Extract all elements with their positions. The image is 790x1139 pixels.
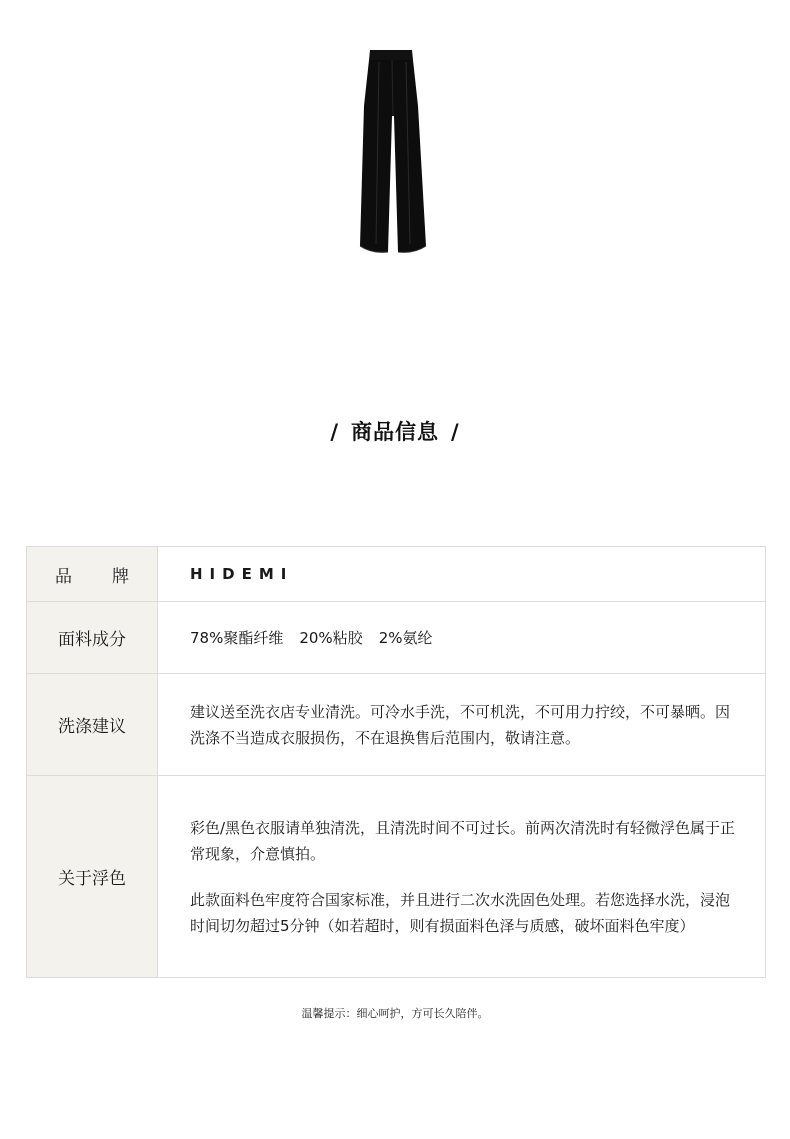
section-title-text: 商品信息: [351, 420, 439, 444]
product-info-table: [26, 546, 766, 978]
wash-label: 洗涤建议: [58, 717, 126, 737]
fabric-item: 78%聚酯纤维: [190, 628, 284, 647]
brand-label-cell: [27, 547, 169, 602]
table-row-fabric: [27, 602, 766, 674]
color-paragraph-2: 此款面料色牢度符合国家标准，并且进行二次水洗固色处理。若您选择水洗，浸泡时间切勿超过5分钟（如若超时，则有损面料色泽与质感，破坏面料色牢度）: [190, 890, 731, 935]
fabric-item: 20%粘胶: [299, 628, 363, 647]
fabric-item: 2%氨纶: [378, 628, 433, 647]
fabric-value-cell: [158, 602, 766, 674]
wash-label-cell: [27, 674, 158, 776]
color-value-cell: [158, 776, 766, 978]
wide-leg-trousers-icon: [350, 46, 436, 258]
paragraph-gap: [190, 867, 743, 887]
color-label-cell: [27, 776, 158, 978]
table-row-wash: [27, 674, 766, 776]
color-label: 关于浮色: [58, 869, 126, 889]
wash-text: 建议送至洗衣店专业清洗。可冷水手洗，不可机洗，不可用力拧绞，不可暴晒。因洗涤不当造成衣服损伤，不在退换售后范围内，敬请注意。: [190, 702, 731, 747]
title-slash-right: /: [451, 420, 460, 444]
table-row-brand: [27, 547, 766, 602]
product-image: [350, 46, 436, 258]
section-title: [0, 416, 790, 446]
title-slash-left: /: [330, 420, 339, 444]
brand-value: HIDEMI: [190, 565, 294, 583]
color-paragraph-1: 彩色/黑色衣服请单独清洗，且清洗时间不可过长。前两次清洗时有轻微浮色属于正常现象，介意慎拍。: [190, 818, 736, 863]
footer-tip: 温馨提示：细心呵护，方可长久陪伴。: [301, 1007, 489, 1020]
fabric-label-cell: [27, 602, 158, 674]
brand-label: 品牌: [55, 566, 169, 587]
brand-value-cell: [158, 547, 766, 602]
wash-value-cell: [158, 674, 766, 776]
fabric-label: 面料成分: [58, 630, 126, 650]
table-row-color: [27, 776, 766, 978]
